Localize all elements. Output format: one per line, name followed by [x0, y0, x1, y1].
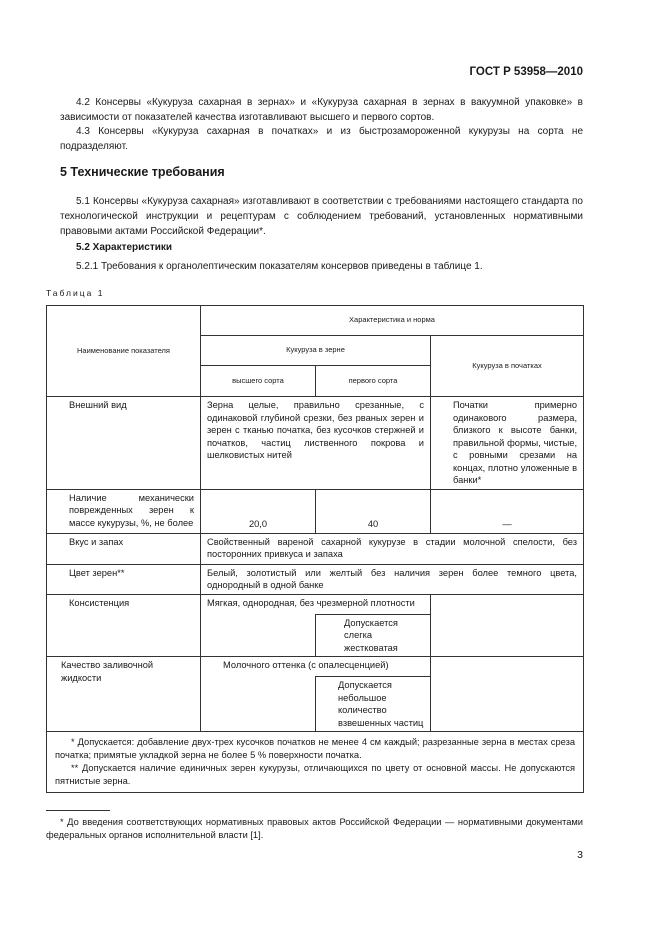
- row-damaged-first: 40: [316, 489, 431, 533]
- header-cob: Кукуруза в початках: [431, 336, 584, 397]
- row-liquid-common: Молочного оттенка (с опалесценцией): [201, 657, 431, 677]
- organoleptic-table: [46, 305, 584, 793]
- row-liquid-cob: [431, 657, 584, 732]
- row-damaged-premium: 20,0: [201, 489, 316, 533]
- row-liquid-name: Качество заливочной жидкости: [47, 657, 201, 732]
- paragraph-5-2-1: [60, 259, 583, 274]
- header-indicator: Наименование показателя: [47, 306, 201, 397]
- row-appearance-cob: Початки примерно одинакового размера, близкого к высоте банки, правильной формы, чистые, с ровными срезами на концах, плотно уложенные в банки*: [431, 397, 584, 490]
- header-premium: высшего сорта: [201, 366, 316, 397]
- table-row: [47, 533, 584, 564]
- footnote-text: * До введения соответствующих нормативных правовых актов Российской Федерации — нормативными документами федеральных органов исполнительной власти [1].: [46, 817, 583, 840]
- paragraph-4-3: [60, 124, 583, 154]
- row-damaged-cob: —: [431, 489, 584, 533]
- paragraph-4-2: [60, 95, 583, 125]
- row-appearance-grain: Зерна целые, правильно срезанные, с одинаковой глубиной срезки, без рваных зерен и зерен с тканью початка, без кусочков стержней и початков, частиц лиственного покрова и шелковистых нитей: [201, 397, 431, 490]
- row-liquid-premium: [201, 677, 316, 732]
- paragraph-5-1: [60, 194, 583, 239]
- table-row: [47, 594, 584, 614]
- header-characteristic: Характеристика и норма: [201, 306, 584, 336]
- row-damaged-name: Наличие механически поврежденных зерен к массе кукурузы, %, не более: [47, 489, 201, 533]
- row-consistency-cob: [431, 594, 584, 657]
- footnote: [46, 816, 583, 842]
- row-color-value: Белый, золотистый или желтый без наличия зерен более темного цвета, однородный в одной банке: [201, 564, 584, 594]
- footnote-divider: [46, 810, 110, 811]
- paragraph-5-2-1-text: 5.2.1 Требования к органолептическим показателям консервов приведены в таблице 1.: [76, 261, 483, 272]
- page-number: 3: [577, 849, 583, 861]
- table-notes-row: [47, 732, 584, 793]
- table-row: [47, 564, 584, 594]
- row-consistency-common: Мягкая, однородная, без чрезмерной плотности: [201, 594, 431, 614]
- section-title: 5 Технические требования: [60, 165, 225, 179]
- table-note-1: * Допускается: добавление двух-трех кусочков початков не менее 4 см каждый; разрезанные зерна в местах среза початка; примятые укладкой зерна не более 5 % поверхности початка.: [55, 737, 576, 760]
- row-taste-name: Вкус и запах: [47, 533, 201, 564]
- row-taste-value: Свойственный вареной сахарной кукурузе в стадии молочной спелости, без посторонних привкуса и запаха: [201, 533, 584, 564]
- table-row: [47, 657, 584, 677]
- document-header: ГОСТ Р 53958—2010: [469, 66, 583, 78]
- paragraph-4-3-text: 4.3 Консервы «Кукуруза сахарная в початках» и из быстрозамороженной кукурузы на сорта не подразделяют.: [60, 126, 583, 152]
- paragraph-5-1-text: 5.1 Консервы «Кукуруза сахарная» изготавливают в соответствии с требованиями настоящего стандарта по технологической инструкции и рецептурам с соблюдением требований, установленных нормативными правовыми актами Российской Федерации*.: [60, 196, 583, 237]
- row-liquid-first: Допускается небольшое количество взвешенных частиц: [316, 677, 431, 732]
- table-notes: [47, 732, 584, 793]
- row-consistency-premium: [201, 614, 316, 657]
- table-caption: Таблица 1: [46, 288, 105, 298]
- subsection-title: 5.2 Характеристики: [76, 242, 173, 253]
- paragraph-4-2-text: 4.2 Консервы «Кукуруза сахарная в зернах» и «Кукуруза сахарная в зернах в вакуумной упаковке» в зависимости от показателей качества изготавливают высшего и первого сортов.: [60, 97, 583, 123]
- header-grain: Кукуруза в зерне: [201, 336, 431, 366]
- table-row: [47, 397, 584, 490]
- table-row: [47, 489, 584, 533]
- table-note-2: ** Допускается наличие единичных зерен кукурузы, отличающихся по цвету от основной массы. Не допускаются пятнистые зерна.: [55, 763, 576, 786]
- row-consistency-name: Консистенция: [47, 594, 201, 657]
- header-first: первого сорта: [316, 366, 431, 397]
- row-color-name: Цвет зерен**: [47, 564, 201, 594]
- row-appearance-name: Внешний вид: [47, 397, 201, 490]
- row-consistency-first: Допускается слегка жестковатая: [316, 614, 431, 657]
